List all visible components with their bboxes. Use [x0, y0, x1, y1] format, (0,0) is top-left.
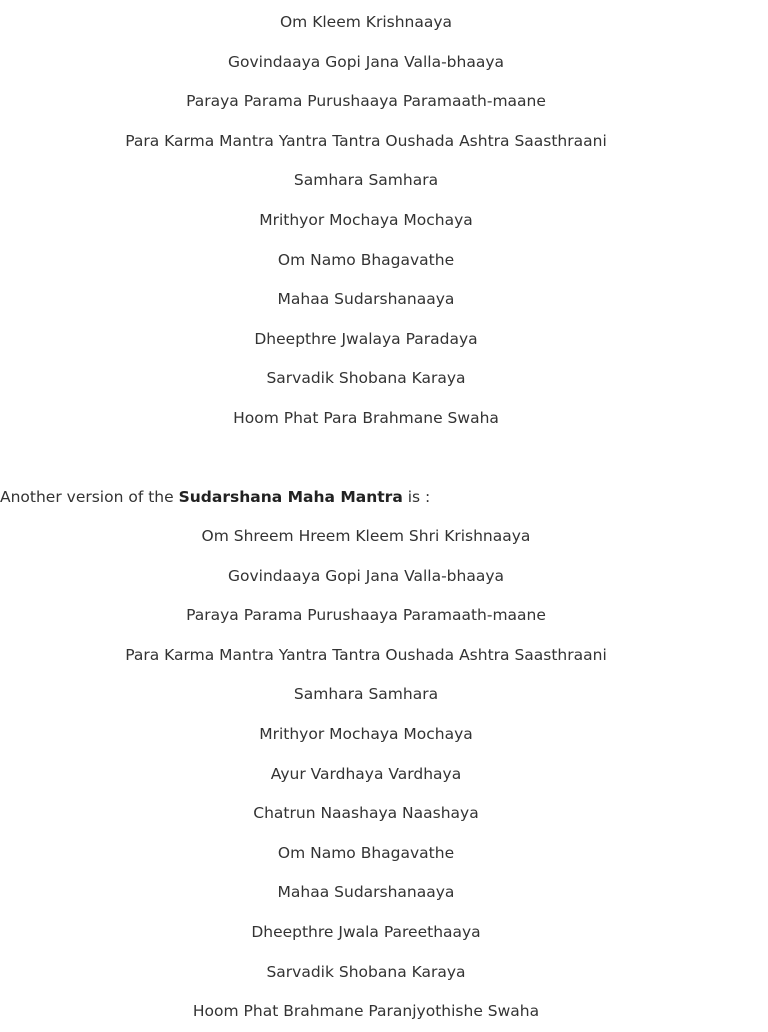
mantra-two-line-4: Para Karma Mantra Yantra Tantra Oushada Ashtra Saasthraani — [125, 645, 607, 664]
mantra-one-line-5: Samhara Samhara — [293, 171, 439, 190]
mantra-two-line-9: Om Namo Bhagavathe — [277, 843, 455, 862]
intro-mantra-name: Sudarshana Maha Mantra — [178, 488, 403, 506]
mantra-one-line-7: Om Namo Bhagavathe — [277, 250, 455, 269]
mantra-two-line-1: Om Shreem Hreem Kleem Shri Krishnaaya — [201, 527, 531, 545]
mantra-one-line-3: Paraya Parama Purushaaya Paramaath-maane — [186, 92, 546, 111]
mantra-two-line-3: Paraya Parama Purushaaya Paramaath-maane — [186, 606, 546, 625]
mantra-two-line-6: Mrithyor Mochaya Mochaya — [259, 724, 473, 743]
mantra-one-line-9: Dheepthre Jwalaya Paradaya — [254, 329, 478, 348]
mantra-one-line-6: Mrithyor Mochaya Mochaya — [259, 210, 473, 229]
intro-prefix: Another version of the — [0, 488, 179, 506]
mantra-two-line-8: Chatrun Naashaya Naashaya — [253, 804, 479, 823]
mantra-two-line-5: Samhara Samhara — [293, 685, 439, 704]
mantra-one-line-2: Govindaaya Gopi Jana Valla-bhaaya — [227, 52, 505, 71]
mantra-two-line-7: Ayur Vardhaya Vardhaya — [270, 764, 462, 783]
mantra-two-line-11: Dheepthre Jwala Pareethaaya — [251, 922, 481, 941]
mantra-two-line-13: Hoom Phat Brahmane Paranjyothishe Swaha — [192, 1002, 540, 1021]
intro-suffix: is : — [402, 488, 431, 506]
mantra-two-line-12: Sarvadik Shobana Karaya — [266, 962, 466, 981]
mantra-two-line-2: Govindaaya Gopi Jana Valla-bhaaya — [227, 566, 505, 585]
mantra-one-line-8: Mahaa Sudarshanaaya — [277, 290, 455, 309]
mantra-one-verse — [0, 3, 732, 439]
mantra-two-line-10: Mahaa Sudarshanaaya — [277, 883, 455, 902]
mantra-one-line-4: Para Karma Mantra Yantra Tantra Oushada Ashtra Saasthraani — [125, 131, 607, 150]
intro-sentence — [0, 478, 430, 518]
mantra-one-line-11: Hoom Phat Para Brahmane Swaha — [233, 408, 499, 427]
mantra-two-verse — [0, 517, 732, 1032]
mantra-one-line-10: Sarvadik Shobana Karaya — [266, 369, 466, 388]
mantra-one-line-1: Om Kleem Krishnaaya — [279, 13, 453, 31]
